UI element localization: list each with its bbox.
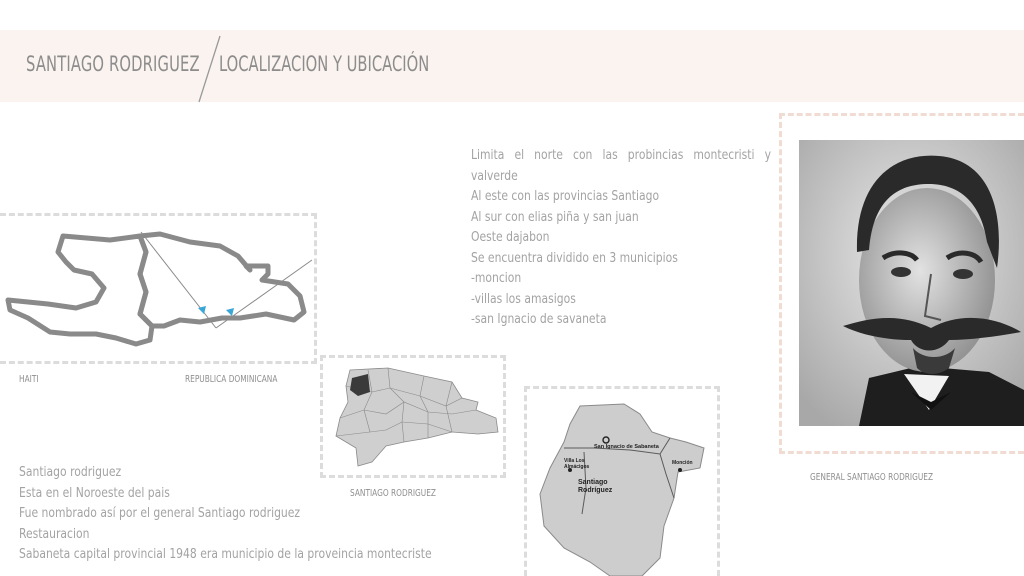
description-line: Restauracion [19, 525, 90, 542]
map-label-almacigos: Almácigos [564, 464, 590, 470]
limits-first-line: Limita el norte con las probincias montecristi y [471, 147, 771, 163]
caption-country-map: SANTIAGO RODRIGUEZ [350, 488, 436, 499]
label-haiti: HAITI [19, 374, 39, 385]
dominican-republic-outline [140, 234, 304, 326]
title-santiago-rodriguez: SANTIAGO RODRIGUEZ [26, 52, 200, 76]
province-municipalities-map [530, 398, 716, 576]
portrait-image [799, 140, 1024, 426]
description-line: Fue nombrado así por el general Santiago rodriguez [19, 505, 301, 521]
limits-line: Oeste dajabon [471, 229, 550, 245]
description-line: Esta en el Noroeste del pais [19, 484, 170, 501]
limits-line: Se encuentra dividido en 3 municipios [471, 249, 678, 266]
map-label-rodriguez: Rodríguez [578, 487, 613, 494]
moncion-marker-icon [678, 468, 682, 472]
map-label-san-ignacio: San Ignacio de Sabaneta [594, 444, 659, 450]
caption-portrait: GENERAL SANTIAGO RODRIGUEZ [810, 472, 934, 483]
island-map [0, 222, 316, 362]
limits-text-block [471, 145, 771, 330]
map-label-villa-los: Villa Los [564, 458, 585, 464]
map-label-santiago: Santiago [578, 479, 608, 486]
map-label-moncion: Monción [672, 460, 693, 466]
label-republica-dominicana: REPUBLICA DOMINICANA [185, 374, 278, 385]
haiti-outline [8, 236, 152, 344]
country-provinces-map [328, 362, 500, 472]
limits-line: valverde [471, 167, 518, 184]
limits-line: Al este con las provincias Santiago [471, 188, 660, 204]
description-line: Santiago rodriguez [19, 464, 122, 480]
location-marker-icon [198, 306, 234, 316]
description-line: Sabaneta capital provincial 1948 era municipio de la proveincia montecriste [19, 546, 432, 562]
limits-line: -villas los amasigos [471, 290, 576, 307]
limits-line: -san Ignacio de savaneta [471, 311, 607, 327]
title-localizacion: LOCALIZACION Y UBICACIÓN [219, 52, 430, 76]
limits-line: Al sur con elias piña y san juan [471, 208, 639, 225]
limits-line: -moncion [471, 270, 522, 286]
